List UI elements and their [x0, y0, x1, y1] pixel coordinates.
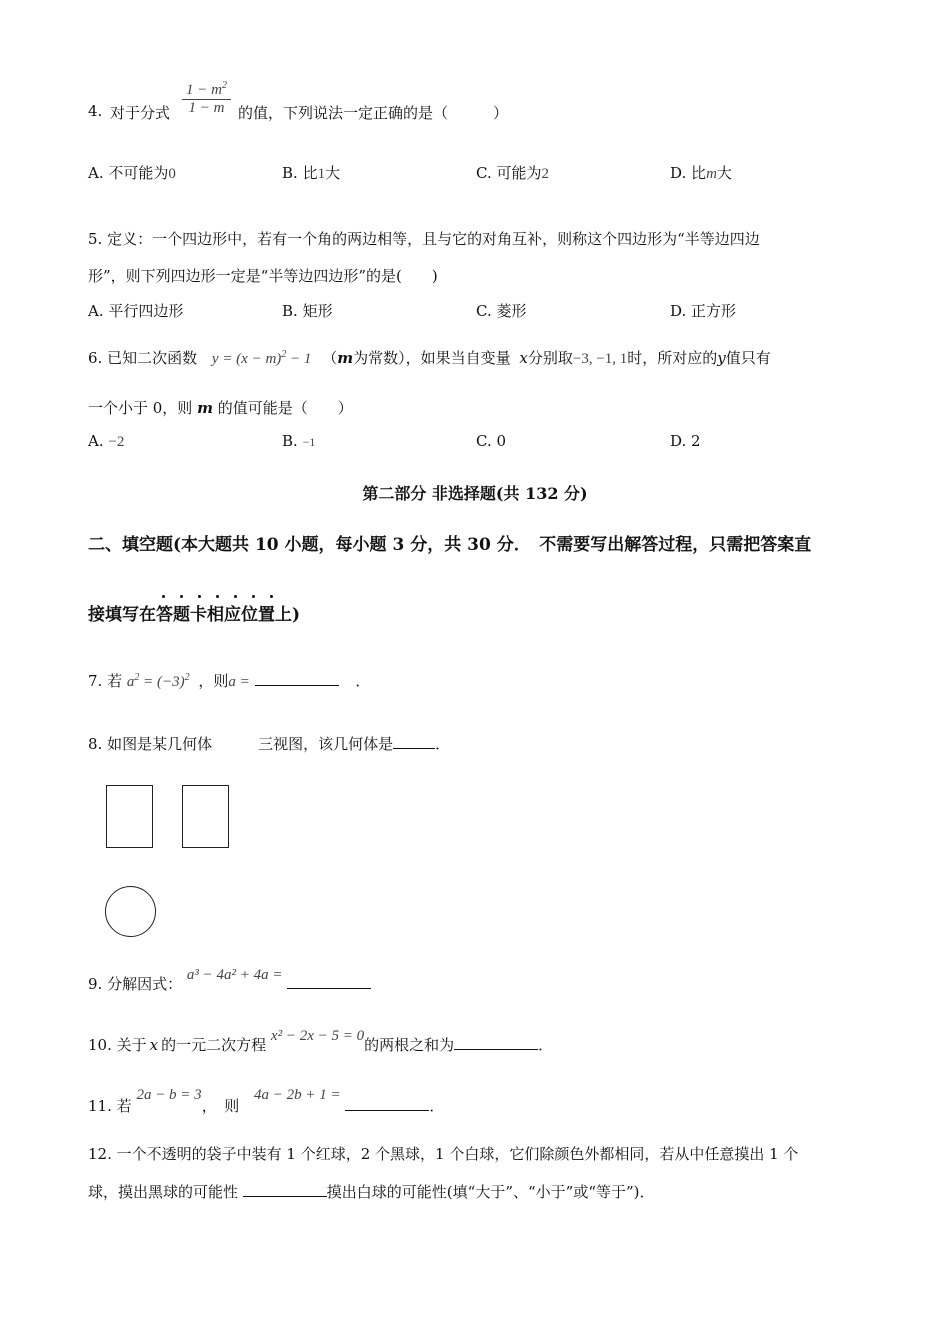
q5-option-d[interactable]: D. 正方形: [670, 302, 737, 320]
front-view-rectangle: [106, 785, 153, 848]
top-view-circle: [105, 886, 156, 937]
section2-header-line2: 接填写在答题卡相应位置 上): [88, 600, 300, 625]
q10-answer-blank[interactable]: [454, 1035, 538, 1050]
q6-line1: 6. 已知二次函数 $y = (x - m)^2 - 1$ （m为常数），如果当自变量 x分别取−3, −1, 1时，所对应的y值只有: [88, 349, 771, 367]
q11: 11. 若 2a − b = 3， 则 4a − 2b + 1 = ．: [88, 1087, 445, 1115]
q10-formula: x² − 2x − 5 = 0: [270, 1028, 365, 1044]
q5-line2: 形”，则下列四边形一定是“半等边四边形”的是( ): [88, 267, 438, 285]
q7-answer-blank[interactable]: [255, 671, 339, 686]
q6-option-b[interactable]: B. −1: [282, 432, 316, 450]
q9-formula: a³ − 4a² + 4a =: [186, 967, 283, 983]
side-view-rectangle: [182, 785, 229, 848]
q4-fraction: [182, 80, 231, 117]
q4-option-b[interactable]: B. 比1大: [282, 164, 341, 182]
q10: 10. 关于 x 的一元二次方程 x² − 2x − 5 = 0的两根之和为 ．: [88, 1028, 554, 1054]
q8: 8. 如图是某几何体 三视图，该几何体是 ．: [88, 735, 451, 753]
q6-line2: 一个小于 0，则 m 的值可能是（ ）: [88, 399, 353, 417]
q11-answer-blank[interactable]: [345, 1096, 429, 1111]
q12-line2: 球，摸出黑球的可能性 摸出白球的可能性(填“大于”、“小于”或“等于”)．: [88, 1183, 655, 1201]
q7: 7. 若 $a^2 = (-3)^2$ ，则a = ．: [88, 672, 371, 690]
q11-formula1: 2a − b = 3: [136, 1087, 202, 1103]
q9-answer-blank[interactable]: [287, 974, 371, 989]
q4-number: 4.: [88, 102, 103, 120]
q5-line1: 5. 定义：一个四边形中，若有一个角的两边相等，且与它的对角互补，则称这个四边形为“半等边四边: [88, 230, 760, 248]
q4-frac-denominator: 1 − m: [182, 99, 231, 117]
q4-prefix: 对于分式: [110, 104, 171, 122]
q4-option-c[interactable]: C. 可能为2: [476, 164, 550, 182]
q9: 9. 分解因式： a³ − 4a² + 4a =: [88, 973, 371, 994]
q4-option-a[interactable]: A. 不可能为0: [88, 164, 176, 182]
q12-line1: 12. 一个不透明的袋子中装有 1 个红球，2 个黑球，1 个白球，它们除颜色外都相同，若从中任意摸出 1 个: [88, 1145, 799, 1163]
q5-option-b[interactable]: B. 矩形: [282, 302, 333, 320]
q5-option-a[interactable]: A. 平行四边形: [88, 302, 184, 320]
q11-formula2: 4a − 2b + 1 =: [253, 1087, 341, 1103]
q5-option-c[interactable]: C. 菱形: [476, 302, 527, 320]
q6-option-a[interactable]: A. −2: [88, 432, 125, 450]
q12-answer-blank[interactable]: [243, 1182, 327, 1197]
part2-title: 第二部分 非选择题(共 132 分): [362, 484, 588, 503]
q4-suffix: 的值，下列说法一定正确的是（ ）: [238, 104, 509, 122]
q7-formula: $a^2 = (-3)^2$: [126, 672, 190, 690]
emphasis-text: 答题卡相应位置: [156, 605, 275, 625]
q8-answer-blank[interactable]: [393, 734, 435, 749]
q6-option-d[interactable]: D. 2: [670, 432, 701, 450]
q4-option-d[interactable]: D. 比m大: [670, 164, 732, 182]
q6-option-c[interactable]: C. 0: [476, 432, 507, 450]
section2-header-line1: 二、填空题(本大题共 10 小题，每小题 3 分，共 30 分． 不需要写出解答过程，只需把答案直: [88, 535, 812, 555]
q4-frac-numerator: $1 - m^2$: [186, 80, 227, 98]
q6-formula: $y = (x - m)^2 - 1$: [211, 349, 312, 367]
